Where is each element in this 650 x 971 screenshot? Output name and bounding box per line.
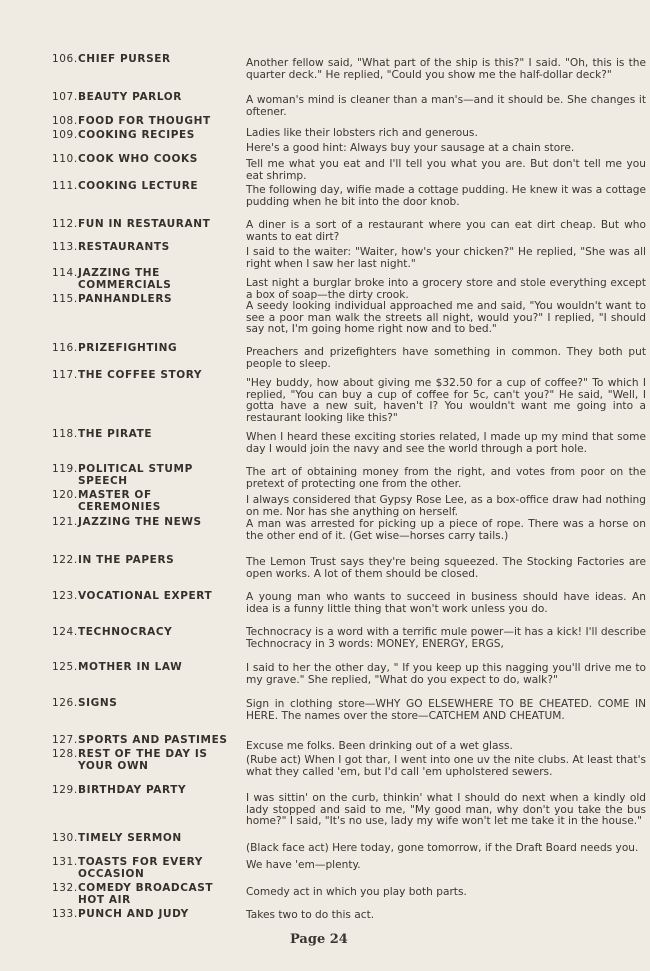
topic-entry <box>52 129 242 141</box>
topic-title: SPORTS AND PASTIMES <box>78 734 228 746</box>
topic-title: MOTHER IN LAW <box>78 661 183 673</box>
topic-entry <box>52 784 242 796</box>
joke-paragraph: Another fellow said, "What part of the ship is this?" I said. "Oh, this is the quarter deck." He replied, "Could you show me the half-dollar deck?" <box>246 57 646 81</box>
topic-number: 118. <box>52 428 78 440</box>
joke-paragraph: Excuse me folks. Been drinking out of a wet glass. <box>246 740 513 752</box>
topic-title: SIGNS <box>78 697 118 709</box>
topic-number: 131. <box>52 856 78 868</box>
topic-title: PUNCH AND JUDY <box>78 908 189 920</box>
topic-title: RESTAURANTS <box>78 241 170 253</box>
joke-paragraph: When I heard these exciting stories related, I made up my mind that some day I would join the navy and see the world through a port hole. <box>246 431 646 455</box>
joke-paragraph: Here's a good hint: Always buy your sausage at a chain store. <box>246 142 575 154</box>
topic-number: 109. <box>52 129 78 141</box>
topic-entry <box>52 856 242 880</box>
topic-entry <box>52 734 242 746</box>
topic-number: 133. <box>52 908 78 920</box>
topic-number: 124. <box>52 626 78 638</box>
topic-entry <box>52 516 242 528</box>
topic-entry <box>52 590 242 602</box>
topic-entry <box>52 293 242 305</box>
joke-paragraph: Preachers and prizefighters have something in common. They both put people to sleep. <box>246 346 646 370</box>
topic-entry <box>52 428 242 440</box>
topic-entry <box>52 115 242 127</box>
topic-number: 119. <box>52 463 78 475</box>
topic-title: FOOD FOR THOUGHT <box>78 115 211 127</box>
joke-paragraph: I was sittin' on the curb, thinkin' what I should do next when a kindly old lady stopped and said to me, "My good man, why don't you take the bus home?" I said, "It's no use, lady my wife won't let me take it in the house." <box>246 792 646 828</box>
topic-entry <box>52 218 242 230</box>
topic-number: 122. <box>52 554 78 566</box>
topic-number: 116. <box>52 342 78 354</box>
topic-title: MASTER OF CEREMONIES <box>78 489 161 513</box>
topic-title: TIMELY SERMON <box>78 832 182 844</box>
topic-number: 129. <box>52 784 78 796</box>
joke-paragraph: Last night a burglar broke into a grocery store and stole everything except a box of soap—the dirty crook. <box>246 277 646 301</box>
topic-title: POLITICAL STUMP SPEECH <box>78 463 193 487</box>
topic-number: 125. <box>52 661 78 673</box>
joke-paragraph: A young man who wants to succeed in business should have ideas. An idea is a funny little thing that won't work unless you do. <box>246 591 646 615</box>
topic-title: COOKING LECTURE <box>78 180 199 192</box>
joke-paragraph: The following day, wifie made a cottage pudding. He knew it was a cottage pudding when he bit into the door knob. <box>246 184 646 208</box>
topic-number: 123. <box>52 590 78 602</box>
topic-title: COOK WHO COOKS <box>78 153 198 165</box>
topic-entry <box>52 908 242 920</box>
topic-entry <box>52 369 242 381</box>
joke-paragraph: (Rube act) When I got thar, I went into one uv the nite clubs. At least that's what they called 'em, but I'd call 'em upholstered sewers. <box>246 754 646 778</box>
joke-paragraph: (Black face act) Here today, gone tomorrow, if the Draft Board needs you. <box>246 842 639 854</box>
topic-title: TOASTS FOR EVERY OCCASION <box>78 856 203 880</box>
joke-paragraph: The art of obtaining money from the right, and votes from poor on the pretext of protecting one from the other. <box>246 466 646 490</box>
joke-paragraph: Ladies like their lobsters rich and generous. <box>246 127 478 139</box>
topic-number: 108. <box>52 115 78 127</box>
topic-title: BIRTHDAY PARTY <box>78 784 187 796</box>
joke-paragraph: Takes two to do this act. <box>246 909 375 921</box>
topic-number: 112. <box>52 218 78 230</box>
topic-title: COOKING RECIPES <box>78 129 195 141</box>
topic-title: PRIZEFIGHTING <box>78 342 178 354</box>
topic-entry <box>52 697 242 709</box>
joke-paragraph: Tell me what you eat and I'll tell you what you are. But don't tell me you eat shrimp. <box>246 158 646 182</box>
topic-entry <box>52 342 242 354</box>
joke-paragraph: A diner is a sort of a restaurant where you can eat dirt cheap. But who wants to eat dirt? <box>246 219 646 243</box>
joke-paragraph: A woman's mind is cleaner than a man's—and it should be. She changes it oftener. <box>246 94 646 118</box>
topic-title: REST OF THE DAY IS YOUR OWN <box>78 748 208 772</box>
topic-entry <box>52 489 242 513</box>
topic-entry <box>52 661 242 673</box>
topic-number: 126. <box>52 697 78 709</box>
joke-paragraph: Sign in clothing store—WHY GO ELSEWHERE TO BE CHEATED. COME IN HERE. The names over the store—CATCHEM AND CHEATUM. <box>246 698 646 722</box>
topic-number: 113. <box>52 241 78 253</box>
joke-paragraph: I said to her the other day, " If you keep up this nagging you'll drive me to my grave." She replied, "What do you expect to do, walk?" <box>246 662 646 686</box>
topic-entry <box>52 832 242 844</box>
joke-paragraph: I always considered that Gypsy Rose Lee, as a box-office draw had nothing on me. Nor has she anything on herself. <box>246 494 646 518</box>
joke-paragraph: Technocracy is a word with a terrific mule power—it has a kick! I'll describe Technocracy in 3 words: MONEY, ENERGY, ERGS, <box>246 626 646 650</box>
topic-number: 114. <box>52 267 78 279</box>
topic-number: 121. <box>52 516 78 528</box>
topic-entry <box>52 463 242 487</box>
topic-title: CHIEF PURSER <box>78 53 171 65</box>
topic-entry <box>52 882 242 906</box>
topic-entry <box>52 53 242 65</box>
topic-number: 107. <box>52 91 78 103</box>
topic-entry <box>52 153 242 165</box>
topic-number: 132. <box>52 882 78 894</box>
joke-paragraph: Comedy act in which you play both parts. <box>246 886 467 898</box>
joke-paragraph: I said to the waiter: "Waiter, how's your chicken?" He replied, "She was all right when I saw her last night." <box>246 246 646 270</box>
page-number: Page 24 <box>290 932 348 947</box>
topic-number: 115. <box>52 293 78 305</box>
topic-title: COMEDY BROADCAST HOT AIR <box>78 882 214 906</box>
joke-paragraph: A seedy looking individual approached me and said, "You wouldn't want to see a poor man walk the streets all night, would you?" I replied, "I should say not, I'm going home right now and to bed." <box>246 300 646 336</box>
topic-title: IN THE PAPERS <box>78 554 175 566</box>
topic-number: 111. <box>52 180 78 192</box>
topic-entry <box>52 241 242 253</box>
topic-title: FUN IN RESTAURANT <box>78 218 211 230</box>
topic-title: VOCATIONAL EXPERT <box>78 590 213 602</box>
topic-entry <box>52 554 242 566</box>
joke-paragraph: A man was arrested for picking up a piece of rope. There was a horse on the other end of it. (Get wise—horses carry tails.) <box>246 518 646 542</box>
topic-number: 106. <box>52 53 78 65</box>
joke-paragraph: The Lemon Trust says they're being squeezed. The Stocking Factories are open works. A lot of them should be closed. <box>246 556 646 580</box>
joke-paragraph: "Hey buddy, how about giving me $32.50 for a cup of coffee?" To which I replied, "You can buy a cup of coffee for 5c, can't you?" He said, "Well, I gotta have a new suit, haven't I? You wouldn't want me going into a restaurant looking like this?" <box>246 377 646 424</box>
topic-title: JAZZING THE COMMERCIALS <box>78 267 172 291</box>
topic-entry <box>52 267 242 291</box>
topic-entry <box>52 91 242 103</box>
topic-number: 120. <box>52 489 78 501</box>
topic-title: THE COFFEE STORY <box>78 369 203 381</box>
topic-title: TECHNOCRACY <box>78 626 173 638</box>
topic-title: PANHANDLERS <box>78 293 173 305</box>
topic-entry <box>52 626 242 638</box>
topic-title: BEAUTY PARLOR <box>78 91 182 103</box>
topic-number: 117. <box>52 369 78 381</box>
topic-number: 127. <box>52 734 78 746</box>
topic-title: JAZZING THE NEWS <box>78 516 202 528</box>
topic-entry <box>52 748 242 772</box>
topic-title: THE PIRATE <box>78 428 153 440</box>
joke-paragraph: We have 'em—plenty. <box>246 859 361 871</box>
topic-number: 130. <box>52 832 78 844</box>
topic-entry <box>52 180 242 192</box>
topic-number: 128. <box>52 748 78 760</box>
topic-number: 110. <box>52 153 78 165</box>
